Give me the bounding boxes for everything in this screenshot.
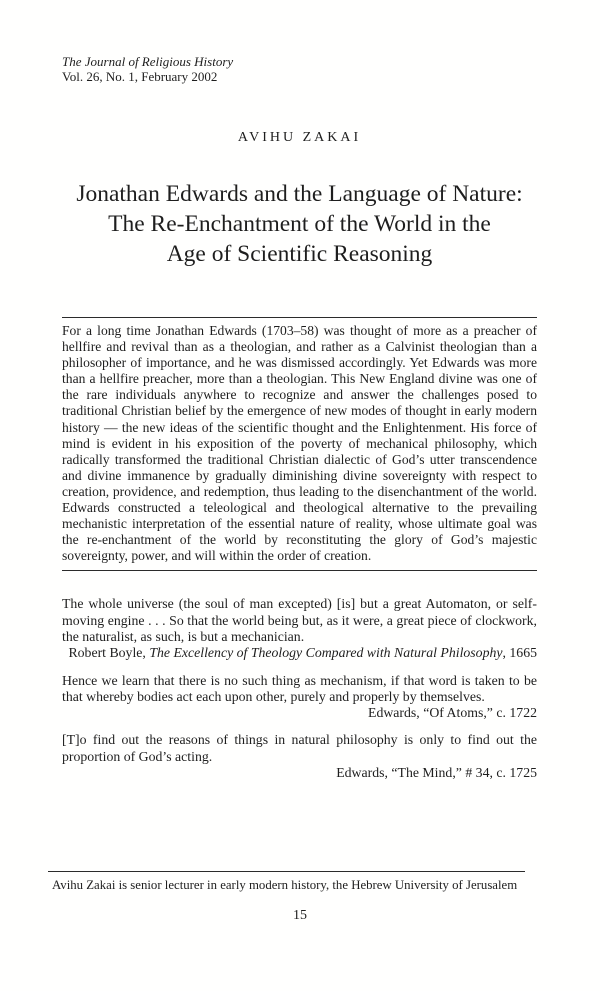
epigraph-edwards-atoms: [62, 673, 537, 722]
epigraph-edwards-atoms-text: Hence we learn that there is no such thing as mechanism, if that word is taken to be that whereby bodies act each upon other, purely and properly by themselves.: [62, 672, 537, 704]
author-name: AVIHU ZAKAI: [237, 130, 362, 145]
author-footnote: [48, 871, 525, 893]
journal-issue-line: Vol. 26, No. 1, February 2002: [62, 68, 218, 84]
abstract-text: For a long time Jonathan Edwards (1703–58) was thought of more as a preacher of hellfire and revival than as a theologian, and rather as a Calvinist theologian than a philosopher of importance, and he was dismissed accordingly. Yet Edwards was more than a hellfire preacher, more than a theologian. This New England divine was one of the rare individuals anywhere to recognize and answer the challenges posed to traditional Christian belief by the emergence of new modes of thought in early modern history — the new ideas of the scientific thought and the Enlightenment. His force of mind is evident in his exposition of the poverty of mechanical philosophy, which radically transformed the traditional Christian dialectic of God’s utter transcendence and divine immanence by gradually diminishing divine sovereignty with respect to creation, providence, and redemption, thus leading to the disenchantment of the world. Edwards constructed a teleological and theological alternative to the prevailing mechanistic interpretation of the essential nature of reality, whose ultimate goal was the re-enchantment of the world by reconstituting the glory of God’s majestic sovereignty, power, and will within the order of creation.: [62, 323, 537, 564]
epigraph-boyle-text: The whole universe (the soul of man excepted) [is] but a great Automaton, or self-moving engine . . . So that the world being but, as it were, a great piece of clockwork, the naturalist, as such, is but a mechanician.: [62, 596, 537, 644]
epigraph-boyle-attribution: [62, 645, 537, 661]
epigraph-edwards-mind: [62, 732, 537, 781]
journal-name: The Journal of Religious History: [62, 54, 234, 69]
page-number: 15: [293, 908, 307, 923]
journal-header: [62, 55, 537, 84]
attribution-author: Robert Boyle,: [68, 645, 150, 661]
attribution-work-title: The Excellency of Theology Compared with Natural Philosophy: [149, 645, 503, 661]
epigraph-edwards-mind-attribution: Edwards, “The Mind,” # 34, c. 1725: [336, 765, 537, 781]
article-title-line-2: The Re-Enchantment of the World in the: [108, 211, 491, 237]
epigraph-boyle: [62, 596, 537, 661]
epigraph-section: [62, 596, 537, 781]
epigraph-edwards-mind-text: [T]o find out the reasons of things in natural philosophy is only to find out the proportion of God’s acting.: [62, 732, 537, 764]
author-footnote-text: Avihu Zakai is senior lecturer in early modern history, the Hebrew University of Jerusalem: [52, 878, 518, 892]
attribution-year: , 1665: [502, 645, 537, 661]
article-title-line-1: Jonathan Edwards and the Language of Nature:: [76, 181, 523, 207]
epigraph-edwards-atoms-attribution: Edwards, “Of Atoms,” c. 1722: [368, 705, 537, 721]
abstract-section: [62, 317, 537, 571]
article-title: [62, 179, 537, 269]
article-title-line-3: Age of Scientific Reasoning: [166, 241, 433, 267]
